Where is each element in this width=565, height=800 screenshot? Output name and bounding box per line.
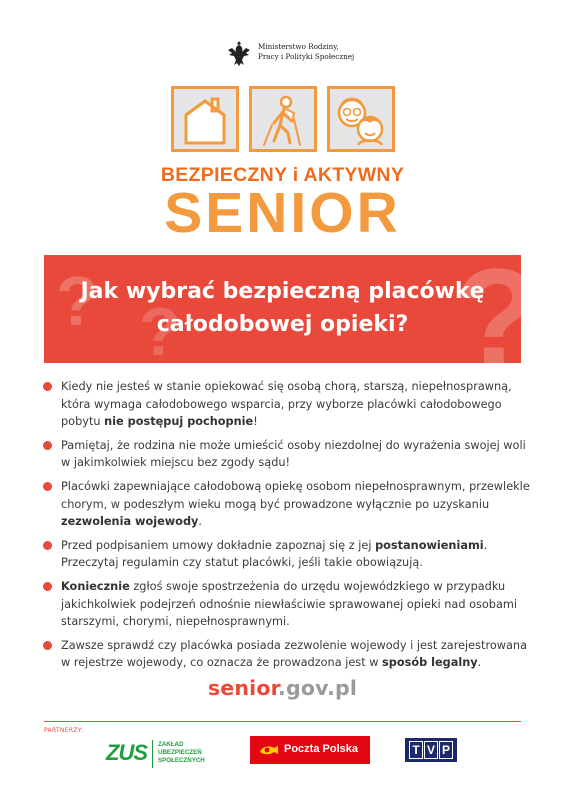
list-item	[40, 578, 530, 631]
zus-divider	[152, 740, 153, 768]
program-icons	[170, 86, 396, 156]
item-emphasis: postanowieniami	[375, 538, 484, 552]
bullet-icon	[43, 541, 52, 550]
program-tagline: BEZPIECZNY i AKTYWNY	[160, 164, 405, 186]
item-text: .	[198, 515, 202, 529]
item-text: Przed podpisaniem umowy dokładnie zapoznaj się z jej	[61, 538, 376, 552]
senior-couple-icon	[327, 86, 395, 152]
website-domain: .gov.pl	[278, 676, 358, 700]
poczta-polska-logo	[250, 736, 370, 764]
website-name: senior	[207, 676, 279, 700]
tvp-letter: P	[439, 741, 453, 759]
bullet-icon	[43, 441, 52, 450]
polish-eagle-icon	[226, 38, 252, 68]
ministry-line-2: Pracy i Polityki Społecznej	[258, 52, 355, 61]
item-text: . Przeczytaj regulamin czy statut placówki, jeśli takie obowiązują.	[61, 538, 488, 570]
ministry-name	[258, 42, 354, 62]
post-horn-icon	[258, 742, 280, 758]
item-text: !	[253, 415, 258, 428]
hiker-icon	[249, 86, 317, 152]
item-text: zgłoś swoje spostrzeżenia do urzędu wojewódzkiego w przypadku jakichkolwiek podejrzeń odnośnie niewłaściwie sprawowanej opieki nad osobami starszymi, chorymi, niepełnosprawnymi.	[61, 580, 518, 629]
ministry-line-1: Ministerstwo Rodziny,	[258, 42, 339, 51]
house-icon	[171, 86, 239, 152]
bullet-icon	[43, 582, 52, 591]
item-emphasis: sposób legalny	[382, 656, 478, 670]
bullet-icon	[43, 482, 52, 491]
ministry-header	[226, 38, 366, 70]
zus-logo	[106, 738, 216, 770]
tvp-logo	[405, 738, 457, 762]
question-mark-decoration: ?	[56, 262, 99, 340]
headline	[44, 275, 521, 341]
headline-banner	[44, 239, 540, 396]
item-text: Zawsze sprawdź czy placówka posiada zezwolenie wojewody i jest zarejestrowana w rejestrze wojewody, co oznacza że prowadzona jest w	[61, 638, 528, 670]
bullet-icon	[43, 641, 52, 650]
item-emphasis: zezwolenia wojewody	[61, 515, 199, 529]
headline-line-2: całodobowej opieki?	[156, 312, 409, 337]
tvp-letter: V	[424, 741, 438, 759]
website-link[interactable]	[0, 676, 565, 700]
list-item	[40, 378, 530, 431]
poczta-name: Poczta Polska	[284, 743, 358, 755]
item-emphasis: Koniecznie	[61, 580, 130, 594]
list-item	[40, 537, 530, 572]
list-item	[40, 437, 530, 472]
question-mark-decoration: ?	[139, 294, 181, 370]
item-emphasis: nie postępuj pochopnie	[104, 415, 254, 428]
zus-mark: ZUS	[106, 740, 147, 765]
item-text: Pamiętaj, że rodzina nie może umieścić osoby niezdolnej do wyrażenia swojej woli w jakimkolwiek miejscu bez zgody sądu!	[61, 438, 526, 470]
advice-list	[40, 378, 530, 678]
item-text: Placówki zapewniające całodobową opiekę osobom niepełnosprawnym, przewlekle chorym, w podeszłym wieku mogą być prowadzone wyłącznie po uzyskaniu	[61, 480, 530, 511]
zus-name: ZAKŁAD UBEZPIECZEŃ SPOŁECZNYCH	[158, 741, 205, 764]
bullet-icon	[43, 382, 52, 391]
partners-label: PARTNERZY:	[44, 727, 84, 734]
headline-line-1: Jak wybrać bezpieczną placówkę	[80, 279, 485, 304]
list-item	[40, 637, 530, 672]
footer-divider	[44, 721, 521, 722]
program-title: SENIOR	[164, 181, 401, 245]
item-text: .	[477, 656, 482, 670]
tvp-letter: T	[409, 741, 423, 759]
list-item	[40, 478, 530, 531]
question-mark-decoration: ?	[454, 239, 540, 396]
item-text: Kiedy nie jesteś w stanie opiekować się osobą chorą, starszą, niepełnosprawną, która wymaga całodobowego wsparcia, przy wyborze placówki całodobowego pobytu	[61, 380, 512, 428]
